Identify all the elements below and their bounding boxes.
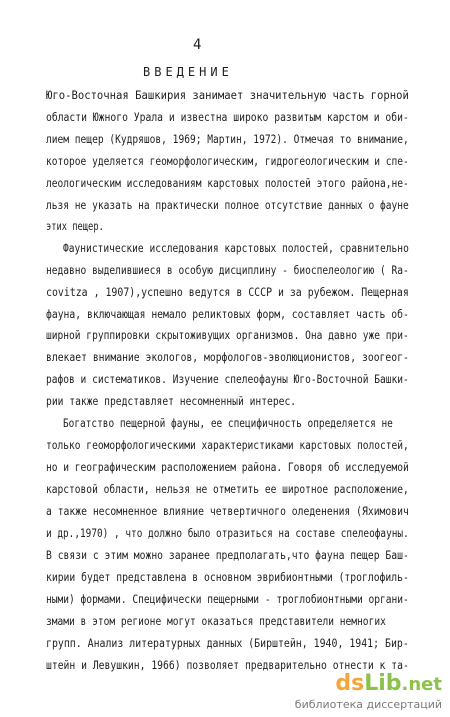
text-line: этих пещер. bbox=[46, 219, 104, 233]
text-line: области Южного Урала и известна широко развитым карстом и оби- bbox=[46, 110, 409, 124]
text-line: карстовой области, нельзя не отметить ее широтное расположение, bbox=[46, 482, 409, 496]
text-line: ширной группировки скрытоживущих организмов. Она давно уже при- bbox=[46, 328, 409, 342]
text-line: змами в этом регионе могут оказаться представители немногих bbox=[46, 614, 386, 628]
text-line: леологическим исследованиям карстовых полостей этого района,не- bbox=[46, 176, 409, 190]
text-line: штейн и Левушкин, 1966) позволяет предварительно отнести к та- bbox=[46, 658, 409, 672]
text-line: В связи с этим можно заранее предполагать,что фауна пещер Баш- bbox=[46, 548, 409, 562]
text-line: Юго-Восточная Башкирия занимает значительную часть горной bbox=[46, 88, 409, 102]
text-line: недавно выделившиеся в особую дисциплину - биоспелеологию ( Ra- bbox=[46, 263, 409, 277]
text-line: влекает внимание экологов, морфологов-эволюционистов, зоогеог- bbox=[46, 350, 409, 364]
page-number: 4 bbox=[193, 37, 202, 53]
text-line: covitza , 1907),успешно ведутся в СССР и за рубежом. Пещерная bbox=[46, 285, 409, 299]
watermark-caption: библиотека диссертаций bbox=[294, 698, 442, 711]
text-line: льзя не указать на практически полное отсутствие данных о фауне bbox=[46, 198, 409, 212]
text-line: ными) формами. Специфически пещерными - троглобионтными органи- bbox=[46, 592, 409, 606]
text-line: Фаунистические исследования карстовых полостей, сравнительно bbox=[63, 241, 409, 255]
text-line: только геоморфологическими характеристиками карстовых полостей, bbox=[46, 438, 409, 452]
watermark-logo[interactable] bbox=[295, 673, 442, 696]
text-line: Богатство пещерной фауны, ее специфичность определяется не bbox=[63, 416, 393, 430]
text-line: групп. Анализ литературных данных (Бирштейн, 1940, 1941; Бир- bbox=[46, 636, 409, 650]
watermark-logo-ds: ds bbox=[335, 671, 365, 696]
watermark-logo-lib: Lib bbox=[364, 671, 402, 696]
text-line: которое уделяется геоморфологическим, гидрогеологическим и спе- bbox=[46, 154, 409, 168]
text-line: рафов и систематиков. Изучение спелеофауны Юго-Восточной Башки- bbox=[46, 372, 409, 386]
text-line: а также несомненное влияние четвертичного оледенения (Яхимович bbox=[46, 504, 409, 518]
text-line: лием пещер (Кудряшов, 1969; Мартин, 1972). Отмечая то внимание, bbox=[46, 132, 409, 146]
watermark bbox=[295, 673, 442, 711]
text-line: рии также представляет несомненный интерес. bbox=[46, 394, 297, 408]
text-line: но и географическим расположением района. Говоря об исследуемой bbox=[46, 460, 409, 474]
text-line: кирии будет представлена в основном эврибионтными (троглофиль- bbox=[46, 570, 409, 584]
text-line: фауна, включающая немало реликтовых форм, составляет часть об- bbox=[46, 307, 409, 321]
section-title: ВВЕДЕНИЕ bbox=[143, 65, 233, 79]
watermark-logo-net: .net bbox=[401, 674, 442, 695]
text-line: и др.,1970) , что должно было отразиться на составе спелеофауны. bbox=[46, 526, 409, 540]
